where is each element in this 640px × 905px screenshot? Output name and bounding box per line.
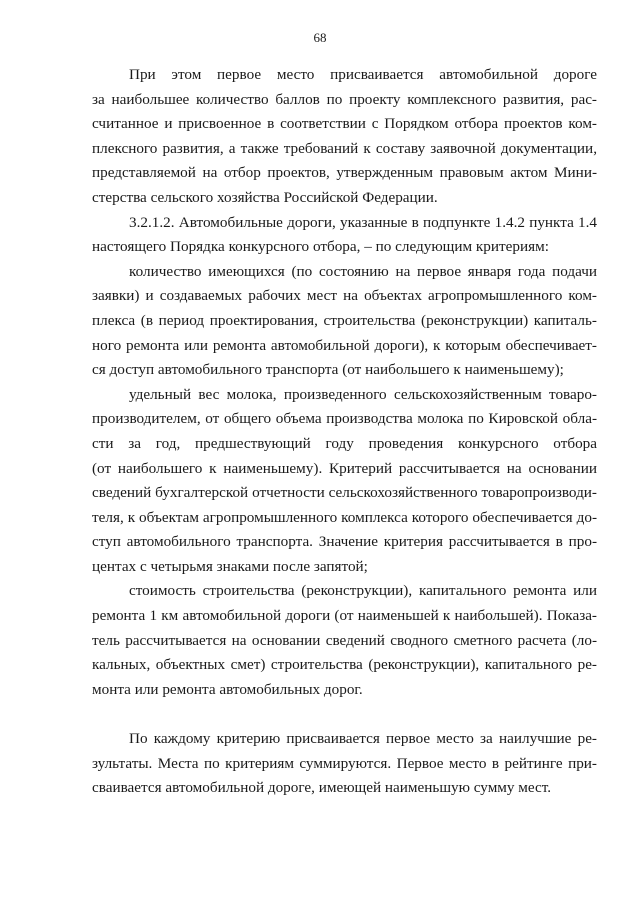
text-line: представляемой на отбор проектов, утвержденным правовым актом Мини- [92, 164, 597, 182]
text-line: ного ремонта или ремонта автомобильной дороги), к которым обеспечивает- [92, 336, 597, 354]
text-line: зультаты. Места по критериям суммируются. Первое место в рейтинге при- [92, 754, 597, 772]
text-line: тель рассчитывается на основании сведений сводного сметного расчета (ло- [92, 631, 597, 649]
document-body [92, 63, 597, 801]
text-line: 3.2.1.2. Автомобильные дороги, указанные в подпункте 1.4.2 пункта 1.4 [129, 213, 597, 231]
text-line [92, 702, 597, 727]
text-line: кальных, объектных смет) строительства (реконструкции), капитального ре- [92, 656, 597, 674]
text-line: заявки) и создаваемых рабочих мест на объектах агропромышленного ком- [92, 287, 597, 305]
text-line: плекса (в период проектирования, строительства (реконструкции) капиталь- [92, 311, 597, 329]
text-line: монта или ремонта автомобильных дорог. [92, 680, 363, 698]
text-line: ся доступ автомобильного транспорта (от наибольшего к наименьшему); [92, 361, 564, 379]
text-line: за наибольшее количество баллов по проекту комплексного развития, рас- [92, 90, 597, 108]
text-line: ступ автомобильного транспорта. Значение критерия рассчитывается в про- [92, 533, 597, 551]
text-line: центах с четырьмя знаками после запятой; [92, 557, 368, 575]
page-number: 68 [313, 30, 327, 45]
text-line: сваивается автомобильной дороге, имеющей наименьшую сумму мест. [92, 779, 552, 797]
text-line: удельный вес молока, произведенного сельскохозяйственным товаро- [129, 385, 597, 403]
text-line: стоимость строительства (реконструкции), капитального ремонта или [129, 582, 597, 600]
text-line: количество имеющихся (по состоянию на первое января года подачи [129, 262, 597, 280]
text-line: ремонта 1 км автомобильной дороги (от наименьшей к наибольшей). Показа- [92, 607, 597, 625]
text-line: плексного развития, а также требований к составу заявочной документации, [92, 139, 597, 157]
text-line: настоящего Порядка конкурсного отбора, – по следующим критериям: [92, 238, 549, 256]
text-line: При этом первое место присваивается автомобильной дороге [129, 66, 597, 83]
text-line: теля, к объектам агропромышленного комплекса которого обеспечивается до- [92, 508, 597, 526]
text-line: сведений бухгалтерской отчетности сельскохозяйственного товаропроизводи- [92, 484, 597, 502]
text-line: производителем, от общего объема производства молока по Кировской обла- [92, 410, 597, 428]
text-line: считанное и присвоенное в соответствии с Порядком отбора проектов ком- [92, 115, 597, 133]
text-line: По каждому критерию присваивается первое место за наилучшие ре- [129, 730, 597, 748]
text-line: сти за год, предшествующий году проведения конкурсного отбора [92, 434, 597, 452]
text-line: стерства сельского хозяйства Российской Федерации. [92, 188, 438, 206]
text-line: (от наибольшего к наименьшему). Критерий рассчитывается на основании [92, 459, 597, 477]
